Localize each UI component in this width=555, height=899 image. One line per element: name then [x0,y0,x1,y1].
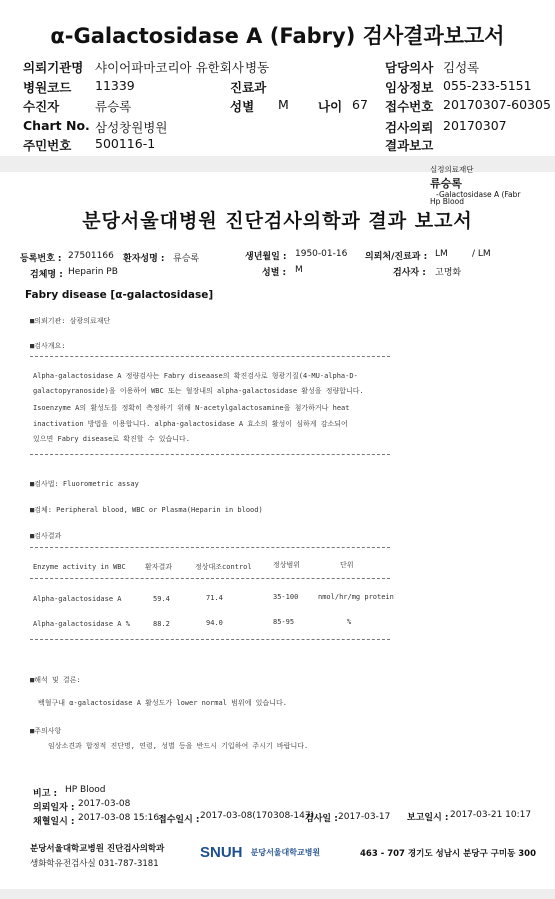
snuh-logo [200,842,320,861]
birth-value: 1950-01-16 [295,249,348,259]
dashed-rule [30,578,390,579]
request-label: 검사의뢰 [385,120,434,135]
sex2-value: M [295,265,303,275]
req-date-label: 의뢰일자 : [33,803,75,813]
ward-value: 병동 [245,60,270,75]
tester-value: 고명화 [435,268,462,278]
specimen-line: ■검체: Peripheral blood, WBC or Plasma(Heparin in blood) [30,506,263,514]
table-header-patient: 환자결과 [145,563,173,571]
sex-label: 성별 [230,99,255,114]
stamp-line1: 실정의료재단 [430,165,474,174]
resident-no-value: 500116-1 [95,136,156,151]
table-header-enzyme: Enzyme activity in WBC [33,563,126,571]
table-cell: 94.0 [206,619,223,627]
clinical-info-value: 055-233-5151 [443,78,532,93]
overview-line-1: Alpha-galactosidase A 정량검사는 Fabry diseaase의 확진검사로 형광기질(4-MU-alpha-D- [33,372,358,380]
stamp-line3: Hp Blood [430,197,464,206]
table-cell: % [347,618,352,626]
birth-label: 생년월일 : [245,252,287,262]
patient-label: 수진자 [23,99,60,114]
requester-label: 의뢰처/진료과 : [365,252,428,262]
dashed-rule [30,547,390,548]
overview-line-2: galactopyranoside)을 이용하여 WBC 또는 혈장내의 alpha-galactosidase 활성을 정량합니다. [33,387,364,395]
remark-label: 비고 : [33,789,58,799]
collect-value: 2017-03-08 15:16 [78,813,160,823]
overview-line-5: 있으면 Fabry disease로 확진할 수 있습니다. [33,435,191,443]
dept-label: 진료과 [230,80,267,95]
bottom-band [0,889,555,899]
sex-value: M [278,97,289,112]
section-title: Fabry disease [α-galactosidase] [25,289,214,301]
footer-phone: 생화학유전검사실 031-787-3181 [30,859,159,869]
tester-label: 검사자 : [393,268,426,278]
result-report-label: 결과보고 [385,138,434,153]
table-cell: nmol/hr/mg protein [318,593,394,601]
dashed-rule [30,639,390,640]
receipt-value: 2017-03-08(170308-147) [200,811,315,821]
report-title: α-Galactosidase A (Fabry) 검사결과보고서 [50,24,505,48]
stamp-name: 류승록 [430,177,462,190]
institution-line: ■의뢰기관: 삼광의료재단 [30,317,111,325]
specimen-label: 검체명 : [30,270,63,280]
doctor-label: 담당의사 [385,60,434,75]
table-cell: Alpha-galactosidase A % [33,620,130,628]
age-value: 67 [352,97,368,112]
test-date-value: 2017-03-17 [338,812,391,822]
table-cell: Alpha-galactosidase A [33,595,122,603]
snuh-logo-text: SNUH [200,844,243,861]
institution-label: 의뢰기관명 [23,60,84,75]
dashed-rule [30,356,390,357]
hospital-code-label: 병원코드 [23,80,72,95]
dashed-rule [30,454,390,455]
table-cell: 59.4 [153,595,170,603]
age-label: 나이 [318,99,343,114]
overview-line-3: Isoenzyme A의 활성도를 정확히 측정하기 위해 N-acetylgalactosamine을 첨가하거나 heat [33,404,350,412]
clinical-info-label: 임상정보 [385,80,434,95]
table-cell: 85-95 [273,618,295,626]
hospital-code-value: 11339 [95,78,135,93]
req-date-value: 2017-03-08 [78,799,131,809]
specimen-value: Heparin PB [68,267,118,277]
institution-value: 샤이어파마코리아 유한회사 [95,60,244,75]
table-header-range: 정상범위 [273,561,301,569]
notes-label: ■주의사항 [30,727,62,735]
interpretation-label: ■해석 및 결론: [30,676,81,684]
reg-no-value: 27501166 [68,251,114,261]
table-header-unit: 단위 [340,561,354,569]
overview-label: ■검사개요: [30,342,66,350]
overview-line-4: inactivation 방법을 이용합니다. alpha-galactosidase A 효소의 활성이 심하게 감소되어 [33,420,348,428]
table-cell: 71.4 [206,594,223,602]
test-date-label: 검사일 : [305,814,338,824]
sex2-label: 성별 : [262,268,287,278]
remark-value: HP Blood [65,785,106,795]
doctor-value: 김성록 [443,60,480,75]
scan-report-title: 분당서울대병원 진단검사의학과 결과 보고서 [82,210,473,232]
requester-dept: / LM [472,249,491,259]
receipt-no-value: 20170307-60305 [443,97,551,112]
table-cell: 88.2 [153,620,170,628]
report-date-value: 2017-03-21 10:17 [450,810,532,820]
patient-name-value: 류승록 [173,254,200,264]
table-cell: 35-100 [273,593,299,601]
footer-address: 463 - 707 경기도 성남시 분당구 구미동 300 [360,849,537,859]
chart-no-label: Chart No. [23,118,90,133]
patient-name-label: 환자성명 : [123,254,165,264]
reg-no-label: 등록번호 : [20,254,62,264]
request-value: 20170307 [443,118,507,133]
method-line: ■검사법: Fluorometric assay [30,480,139,488]
report-date-label: 보고일시 : [407,813,449,823]
footer-org: 분당서울대학교병원 진단검사의학과 [30,844,165,854]
receipt-label: 접수일시 : [158,815,200,825]
notes-text: 임상소견과 합정적 진단명, 연령, 성별 등을 반드시 기입하여 주시기 바랍니다. [48,742,309,750]
patient-value: 류승록 [95,99,132,114]
interpretation-text: 백혈구내 α-galactosidase A 활성도가 lower normal 범위에 있습니다. [38,699,287,707]
stamp-line2: -Galactosidase A (Fabr [436,190,521,199]
resident-no-label: 주민번호 [23,138,72,153]
requester-value: LM [435,249,448,259]
chart-no-value: 삼성창원병원 [95,120,168,135]
receipt-no-label: 접수번호 [385,99,434,114]
collect-label: 채혈일시 : [33,817,75,827]
result-label: ■검사결과 [30,532,62,540]
snuh-logo-subtitle: 분당서울대학교병원 [250,848,321,857]
table-header-control: 정상대조control [195,563,252,571]
